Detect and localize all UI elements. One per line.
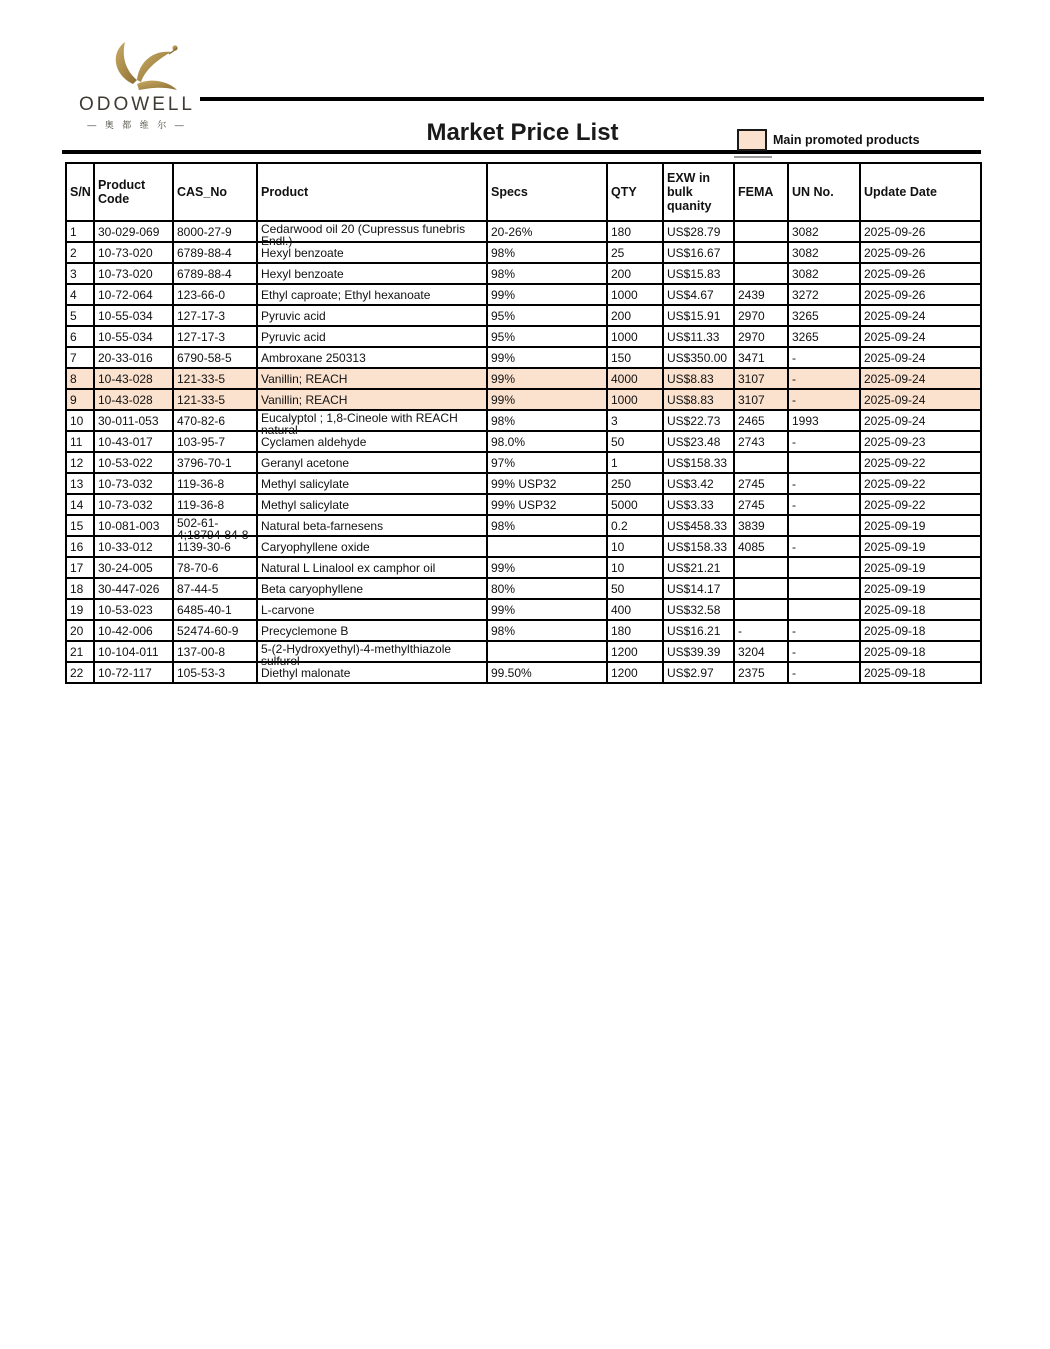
cell-fema [734,263,788,284]
cell-qty: 150 [607,347,663,368]
cell-exw: US$3.33 [663,494,734,515]
cell-code: 10-72-064 [94,284,173,305]
brand-block [62,38,212,131]
table-row [66,515,981,536]
cell-qty: 200 [607,305,663,326]
cell-fema [734,242,788,263]
cell-exw: US$158.33 [663,452,734,473]
cell-exw: US$15.83 [663,263,734,284]
cell-fema: 3471 [734,347,788,368]
cell-code: 10-72-117 [94,662,173,683]
table-row [66,494,981,515]
cell-specs: 20-26% [487,221,607,242]
cell-sn: 22 [66,662,94,683]
table-row [66,536,981,557]
cell-cas: 6789-88-4 [173,263,257,284]
table-row [66,473,981,494]
cell-product: Geranyl acetone [257,452,487,473]
cell-qty: 5000 [607,494,663,515]
cell-un [788,599,860,620]
table-row [66,221,981,242]
cell-sn: 2 [66,242,94,263]
cell-fema [734,557,788,578]
page-title: Market Price List [426,119,619,146]
cell-qty: 180 [607,620,663,641]
column-header-cas: CAS_No [173,163,257,221]
cell-exw: US$2.97 [663,662,734,683]
cell-un: - [788,389,860,410]
column-header-un: UN No. [788,163,860,221]
cell-sn: 6 [66,326,94,347]
cell-date: 2025-09-18 [860,599,981,620]
cell-un [788,578,860,599]
cell-code: 10-53-023 [94,599,173,620]
cell-fema: 2743 [734,431,788,452]
table-row [66,284,981,305]
cell-fema [734,578,788,599]
cell-sn: 16 [66,536,94,557]
cell-sn: 5 [66,305,94,326]
cell-cas: 470-82-6 [173,410,257,431]
cell-un: 1993 [788,410,860,431]
cell-date: 2025-09-19 [860,515,981,536]
cell-code: 30-029-069 [94,221,173,242]
table-body [66,221,981,683]
cell-product [257,641,487,668]
cell-qty: 1000 [607,284,663,305]
cell-exw: US$16.21 [663,620,734,641]
cell-qty: 1200 [607,641,663,662]
cell-un: 3272 [788,284,860,305]
cell-product: Ethyl caproate; Ethyl hexanoate [257,284,487,305]
cell-qty: 50 [607,431,663,452]
cell-un: - [788,662,860,683]
cell-cas: 6485-40-1 [173,599,257,620]
table-row [66,263,981,284]
cell-qty: 1000 [607,326,663,347]
cell-fema: 2970 [734,326,788,347]
table-row [66,557,981,578]
table-row [66,305,981,326]
cell-exw: US$4.67 [663,284,734,305]
cell-cas: 78-70-6 [173,557,257,578]
cell-qty: 200 [607,263,663,284]
cell-cas: 121-33-5 [173,368,257,389]
table-row [66,410,981,431]
table-row [66,578,981,599]
cell-date: 2025-09-24 [860,410,981,431]
cell-exw: US$350.00 [663,347,734,368]
cell-un: - [788,536,860,557]
butterfly-icon [85,38,189,96]
cell-date: 2025-09-18 [860,641,981,662]
cell-sn: 8 [66,368,94,389]
cell-product: Pyruvic acid [257,305,487,326]
column-header-date: Update Date [860,163,981,221]
cell-specs: 98% [487,515,607,536]
cell-cas: 87-44-5 [173,578,257,599]
cell-qty: 1000 [607,389,663,410]
cell-sn: 13 [66,473,94,494]
legend [737,129,920,151]
brand-chinese-name: — 奥 都 维 尔 — [87,120,187,130]
cell-sn: 19 [66,599,94,620]
cell-fema [734,221,788,242]
cell-specs: 99% [487,557,607,578]
cell-cas: 8000-27-9 [173,221,257,242]
cell-product: L-carvone [257,599,487,620]
cell-specs: 97% [487,452,607,473]
cell-product [257,410,487,437]
cell-date: 2025-09-26 [860,284,981,305]
cell-cas: 127-17-3 [173,305,257,326]
cell-cas: 3796-70-1 [173,452,257,473]
cell-fema [734,452,788,473]
cell-fema: 2439 [734,284,788,305]
cell-specs: 98% [487,263,607,284]
table-header-row [66,163,981,221]
cell-specs: 99% [487,599,607,620]
cell-un: 3082 [788,263,860,284]
cell-exw: US$14.17 [663,578,734,599]
cell-fema: - [734,620,788,641]
cell-code: 10-43-017 [94,431,173,452]
cell-date: 2025-09-22 [860,452,981,473]
cell-specs: 99% USP32 [487,473,607,494]
cell-date: 2025-09-24 [860,305,981,326]
cell-date: 2025-09-19 [860,557,981,578]
table-row [66,662,981,683]
column-header-fema: FEMA [734,163,788,221]
cell-fema: 2745 [734,473,788,494]
cell-exw: US$8.83 [663,368,734,389]
cell-code: 10-53-022 [94,452,173,473]
cell-code: 10-42-006 [94,620,173,641]
cell-cas: 123-66-0 [173,284,257,305]
cell-code: 10-104-011 [94,641,173,662]
cell-sn: 11 [66,431,94,452]
cell-fema: 2375 [734,662,788,683]
cell-product [257,221,487,248]
cell-sn: 14 [66,494,94,515]
cell-fema: 3839 [734,515,788,536]
cell-code: 10-43-028 [94,368,173,389]
clipped-two-line-text: 5-(2-Hydroxyethyl)-4-methylthiazole sulfurol [261,641,452,668]
cell-fema [734,599,788,620]
cell-exw: US$39.39 [663,641,734,662]
cell-code: 10-55-034 [94,305,173,326]
cell-product: Pyruvic acid [257,326,487,347]
cell-qty: 180 [607,221,663,242]
cell-sn: 15 [66,515,94,536]
brand-name: ODOWELL [78,94,196,115]
cell-sn: 17 [66,557,94,578]
table-row [66,389,981,410]
cell-date: 2025-09-26 [860,242,981,263]
cell-sn: 4 [66,284,94,305]
column-header-specs: Specs [487,163,607,221]
cell-fema: 3107 [734,368,788,389]
cell-fema: 3204 [734,641,788,662]
cell-un: - [788,620,860,641]
cell-qty: 50 [607,578,663,599]
top-divider-line [200,97,984,101]
cell-qty: 1200 [607,662,663,683]
cell-date: 2025-09-24 [860,389,981,410]
cell-code: 30-24-005 [94,557,173,578]
cell-sn: 10 [66,410,94,431]
cell-fema: 2745 [734,494,788,515]
cell-qty: 0.2 [607,515,663,536]
cell-cas: 137-00-8 [173,641,257,662]
cell-exw: US$28.79 [663,221,734,242]
cell-specs: 95% [487,305,607,326]
cell-un: - [788,431,860,452]
cell-cas: 6789-88-4 [173,242,257,263]
cell-qty: 250 [607,473,663,494]
cell-date: 2025-09-26 [860,221,981,242]
cell-cas: 119-36-8 [173,473,257,494]
cell-code: 10-43-028 [94,389,173,410]
cell-fema: 3107 [734,389,788,410]
cell-date: 2025-09-18 [860,662,981,683]
cell-date: 2025-09-22 [860,473,981,494]
cell-qty: 25 [607,242,663,263]
cell-un: 3082 [788,242,860,263]
cell-product: Hexyl benzoate [257,263,487,284]
cell-specs [487,536,607,557]
cell-sn: 3 [66,263,94,284]
table-row [66,620,981,641]
cell-qty: 3 [607,410,663,431]
cell-sn: 1 [66,221,94,242]
cell-date: 2025-09-19 [860,578,981,599]
column-header-qty: QTY [607,163,663,221]
price-table [65,162,982,684]
cell-sn: 21 [66,641,94,662]
cell-exw: US$458.33 [663,515,734,536]
cell-un: - [788,494,860,515]
cell-specs: 99% USP32 [487,494,607,515]
cell-date: 2025-09-24 [860,326,981,347]
legend-label: Main promoted products [773,133,920,147]
cell-qty: 10 [607,536,663,557]
cell-fema: 4085 [734,536,788,557]
cell-un: - [788,473,860,494]
cell-specs: 99% [487,284,607,305]
cell-specs: 99% [487,347,607,368]
cell-cas: 6790-58-5 [173,347,257,368]
cell-specs [487,641,607,662]
table-row [66,242,981,263]
cell-exw: US$22.73 [663,410,734,431]
cell-code: 30-447-026 [94,578,173,599]
cell-cas: 119-36-8 [173,494,257,515]
cell-un: - [788,347,860,368]
cell-product: Beta caryophyllene [257,578,487,599]
cell-code: 20-33-016 [94,347,173,368]
table-row [66,641,981,662]
cell-un [788,515,860,536]
cell-un [788,557,860,578]
cell-exw: US$21.21 [663,557,734,578]
cell-qty: 10 [607,557,663,578]
cell-specs: 80% [487,578,607,599]
cell-product: Diethyl malonate [257,662,487,683]
cell-exw: US$11.33 [663,326,734,347]
cell-sn: 20 [66,620,94,641]
column-header-exw: EXW in bulk quanity [663,163,734,221]
cell-product: Precyclemone B [257,620,487,641]
column-header-product: Product [257,163,487,221]
cell-un [788,452,860,473]
cell-exw: US$3.42 [663,473,734,494]
cell-sn: 7 [66,347,94,368]
cell-product: Vanillin; REACH [257,389,487,410]
cell-date: 2025-09-19 [860,536,981,557]
clipped-two-line-text: Cedarwood oil 20 (Cupressus funebris Endl.) [261,221,466,248]
cell-sn: 12 [66,452,94,473]
cell-code: 10-73-020 [94,242,173,263]
cell-product: Caryophyllene oxide [257,536,487,557]
cell-fema: 2465 [734,410,788,431]
cell-product: Methyl salicylate [257,473,487,494]
cell-cas: 103-95-7 [173,431,257,452]
legend-color-swatch [737,129,767,151]
cell-fema: 2970 [734,305,788,326]
cell-date: 2025-09-26 [860,263,981,284]
table-row [66,368,981,389]
cell-cas: 1139-30-6 [173,536,257,557]
table-row [66,431,981,452]
cell-un: - [788,368,860,389]
cell-un: - [788,641,860,662]
cell-specs: 98.0% [487,431,607,452]
cell-code: 10-081-003 [94,515,173,536]
cell-code: 10-73-020 [94,263,173,284]
cell-date: 2025-09-23 [860,431,981,452]
cell-un: 3265 [788,305,860,326]
cell-exw: US$15.91 [663,305,734,326]
cell-date: 2025-09-18 [860,620,981,641]
cell-specs: 99.50% [487,662,607,683]
table-row [66,326,981,347]
cell-date: 2025-09-24 [860,368,981,389]
column-header-sn: S/N [66,163,94,221]
clipped-two-line-text: Eucalyptol ; 1,8-Cineole with REACH natural [261,410,458,437]
cell-product: Hexyl benzoate [257,242,487,263]
cell-code: 10-55-034 [94,326,173,347]
cell-product: Methyl salicylate [257,494,487,515]
cell-cas: 105-53-3 [173,662,257,683]
cell-cas: 52474-60-9 [173,620,257,641]
cell-exw: US$32.58 [663,599,734,620]
cell-specs: 98% [487,242,607,263]
table-row [66,347,981,368]
cell-product: Vanillin; REACH [257,368,487,389]
cell-specs: 98% [487,620,607,641]
table-row [66,599,981,620]
cell-specs: 99% [487,368,607,389]
cell-date: 2025-09-24 [860,347,981,368]
cell-exw: US$23.48 [663,431,734,452]
cell-sn: 18 [66,578,94,599]
cell-specs: 99% [487,389,607,410]
legend-underline [734,156,772,158]
clipped-two-line-text: 502-61- 4;18794-84-8 [177,515,249,542]
column-header-code: Product Code [94,163,173,221]
cell-qty: 4000 [607,368,663,389]
cell-product: Ambroxane 250313 [257,347,487,368]
cell-product: Natural L Linalool ex camphor oil [257,557,487,578]
table-row [66,452,981,473]
cell-code: 10-33-012 [94,536,173,557]
cell-specs: 98% [487,410,607,431]
cell-cas: 121-33-5 [173,389,257,410]
cell-exw: US$16.67 [663,242,734,263]
cell-qty: 400 [607,599,663,620]
cell-code: 30-011-053 [94,410,173,431]
cell-code: 10-73-032 [94,494,173,515]
cell-un: 3265 [788,326,860,347]
cell-date: 2025-09-22 [860,494,981,515]
cell-product: Natural beta-farnesens [257,515,487,536]
cell-un: 3082 [788,221,860,242]
cell-exw: US$158.33 [663,536,734,557]
cell-sn: 9 [66,389,94,410]
cell-exw: US$8.83 [663,389,734,410]
cell-cas [173,515,257,542]
cell-cas: 127-17-3 [173,326,257,347]
cell-specs: 95% [487,326,607,347]
cell-product: Cyclamen aldehyde [257,431,487,452]
cell-code: 10-73-032 [94,473,173,494]
cell-qty: 1 [607,452,663,473]
